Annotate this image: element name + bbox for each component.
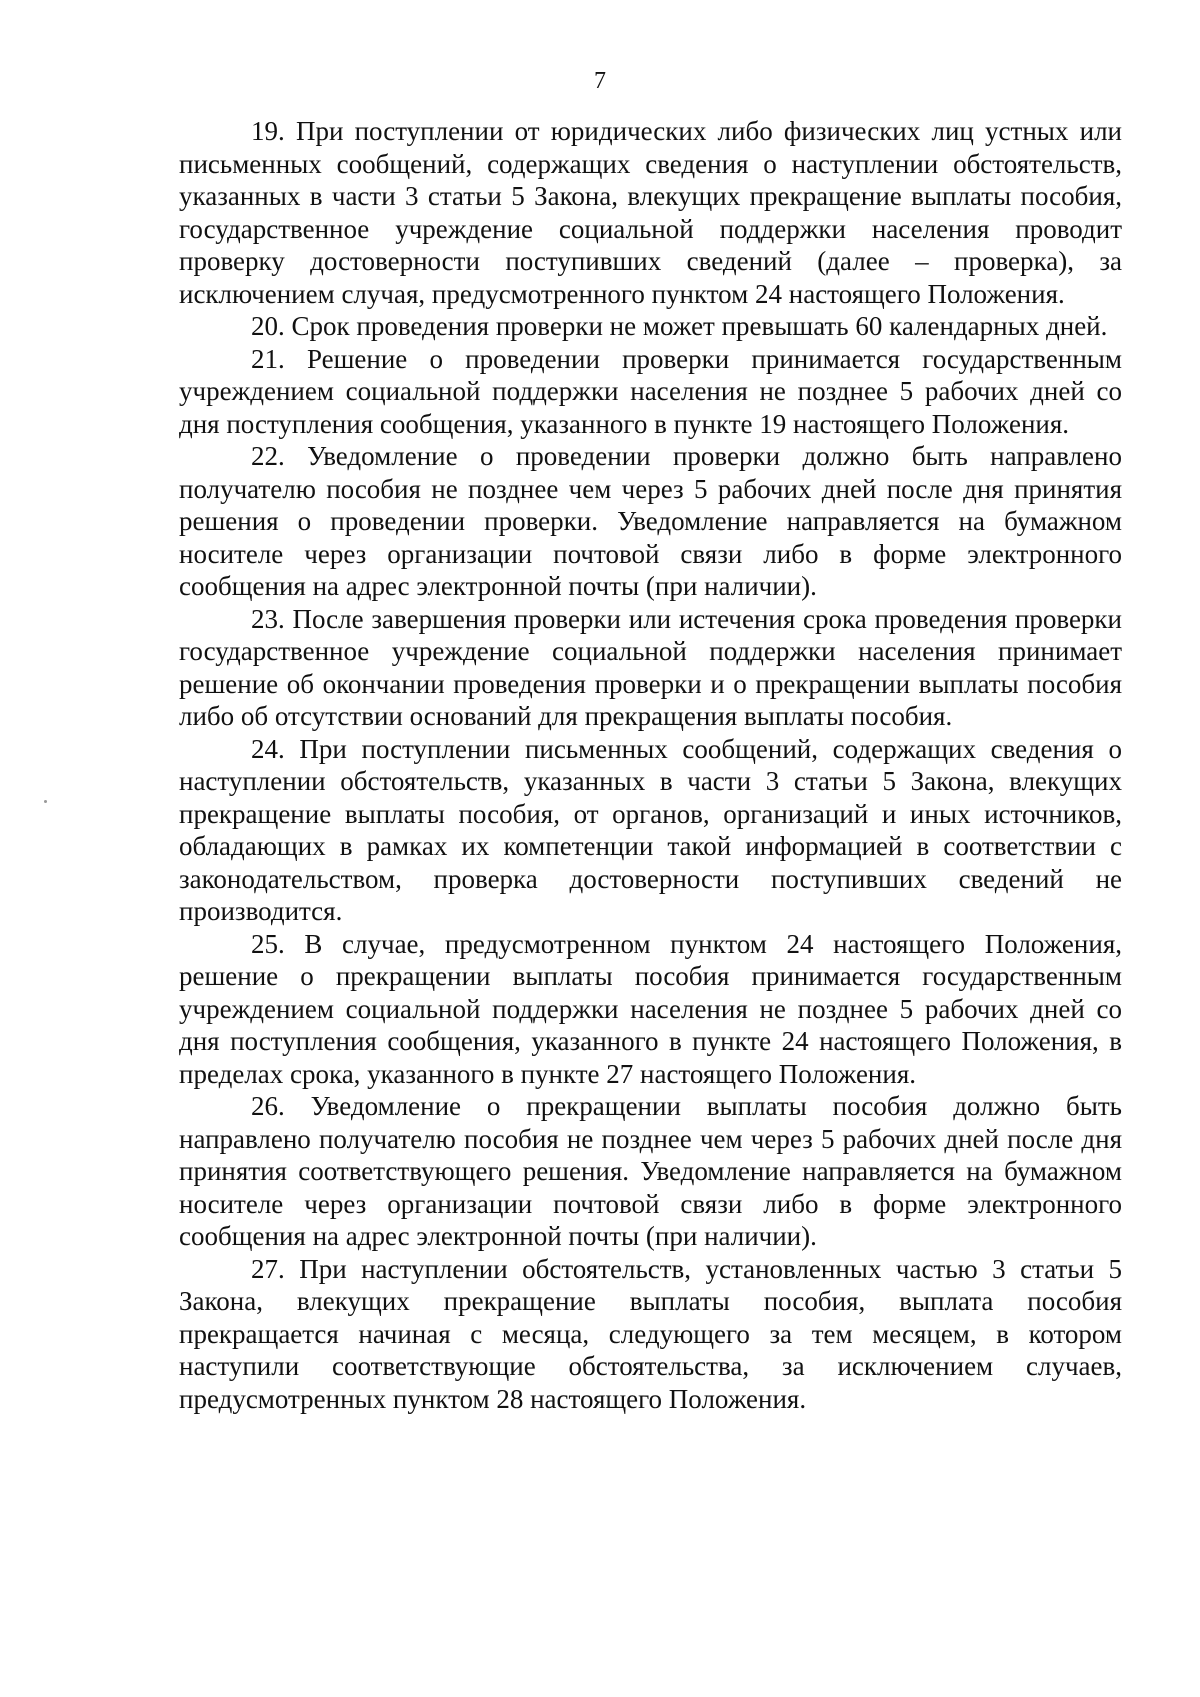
paragraph-25: 25. В случае, предусмотренном пунктом 24 настоящего Положения, решение о прекращении выплаты пособия принимается государственным учреждением социальной поддержки населения не позднее 5 рабочих дней со дня поступления сообщения, указанного в пункте 24 настоящего Положения, в пределах срока, указанного в пункте 27 настоящего Положения. bbox=[179, 928, 1122, 1089]
paragraph-27: 27. При наступлении обстоятельств, установленных частью 3 статьи 5 Закона, влекущих прекращение выплаты пособия, выплата пособия прекращается начиная с месяца, следующего за тем месяцем, в котором наступили соответствующие обстоятельства, за исключением случаев, предусмотренных пунктом 28 настоящего Положения. bbox=[179, 1253, 1122, 1414]
paragraph-19: 19. При поступлении от юридических либо физических лиц устных или письменных сообщений, содержащих сведения о наступлении обстоятельств, указанных в части 3 статьи 5 Закона, влекущих прекращение выплаты пособия, государственное учреждение социальной поддержки населения проводит проверку достоверности поступивших сведений (далее – проверка), за исключением случая, предусмотренного пунктом 24 настоящего Положения. bbox=[179, 116, 1122, 309]
paragraph-23: 23. После завершения проверки или истечения срока проведения проверки государственное учреждение социальной поддержки населения принимает решение об окончании проведения проверки и о прекращении выплаты пособия либо об отсутствии оснований для прекращения выплаты пособия. bbox=[179, 603, 1122, 731]
paragraph-20: 20. Срок проведения проверки не может превышать 60 календарных дней. bbox=[251, 311, 1108, 341]
document-body bbox=[179, 115, 1122, 1415]
paragraph-22: 22. Уведомление о проведении проверки должно быть направлено получателю пособия не позднее чем через 5 рабочих дней после дня принятия решения о проведении проверки. Уведомление направляется на бумажном носителе через организации почтовой связи либо в форме электронного сообщения на адрес электронной почты (при наличии). bbox=[179, 441, 1122, 601]
scan-speck bbox=[44, 800, 47, 803]
paragraph-21: 21. Решение о проведении проверки принимается государственным учреждением социальной поддержки населения не позднее 5 рабочих дней со дня поступления сообщения, указанного в пункте 19 настоящего Положения. bbox=[179, 343, 1122, 439]
page-number: 7 bbox=[594, 68, 606, 94]
paragraph-24: 24. При поступлении письменных сообщений, содержащих сведения о наступлении обстоятельств, указанных в части 3 статьи 5 Закона, влекущих прекращение выплаты пособия, от органов, организаций и иных источников, обладающих в рамках их компетенции такой информацией в соответствии с законодательством, проверка достоверности поступивших сведений не производится. bbox=[179, 733, 1122, 926]
paragraph-26: 26. Уведомление о прекращении выплаты пособия должно быть направлено получателю пособия не позднее чем через 5 рабочих дней после дня принятия соответствующего решения. Уведомление направляется на бумажном носителе через организации почтовой связи либо в форме электронного сообщения на адрес электронной почты (при наличии). bbox=[179, 1091, 1122, 1251]
